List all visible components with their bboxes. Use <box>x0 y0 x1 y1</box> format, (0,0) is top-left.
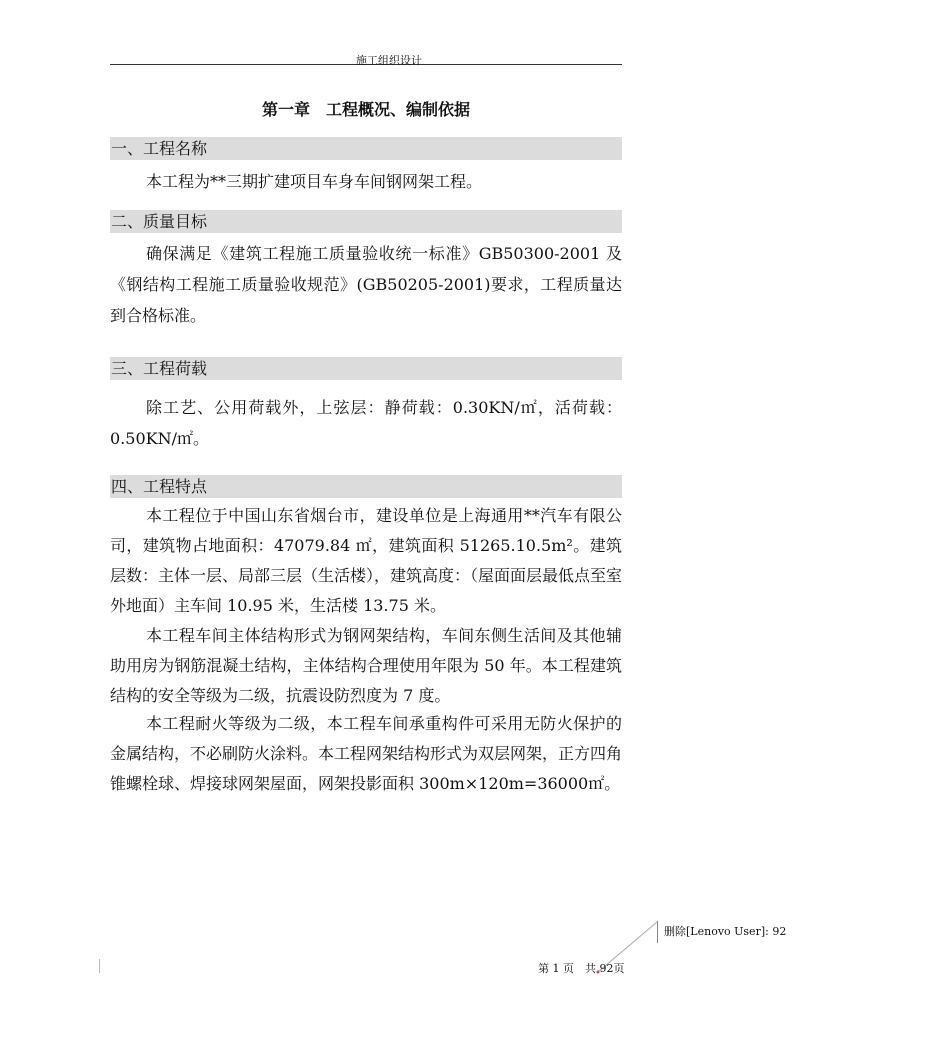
paragraph: 本工程位于中国山东省烟台市，建设单位是上海通用**汽车有限公司，建筑物占地面积：47079.84 ㎡，建筑面积 51265.10.5m²。建筑层数：主体一层、局部三层（生活楼），建筑高度：（屋面面层最低点至室外地面）主车间 10.95 米，生活楼 13.75 米。 <box>110 506 623 615</box>
paragraph: 本工程耐火等级为二级，本工程车间承重构件可采用无防火保护的金属结构，不必刷防火涂料。本工程网架结构形式为双层网架，正方四角锥螺栓球、焊接球网架屋面，网架投影面积 300m×120m=36000㎡。 <box>110 714 623 793</box>
section-heading-quality-target: 二、质量目标 <box>110 210 622 233</box>
section-heading-load: 三、工程荷载 <box>110 357 622 380</box>
paragraph: 本工程车间主体结构形式为钢网架结构，车间东侧生活间及其他辅助用房为钢筋混凝土结构，主体结构合理使用年限为 50 年。本工程建筑结构的安全等级为二级，抗震设防烈度为 7 度。 <box>110 626 622 705</box>
comment-text: 删除[Lenovo User]: 92 <box>664 925 787 938</box>
running-header: 施工组织设计 <box>356 54 422 67</box>
paragraph: 本工程为**三期扩建项目车身车间钢网架工程。 <box>146 172 483 191</box>
margin-marker <box>99 959 100 973</box>
paragraph: 除工艺、公用荷载外，上弦层：静荷载：0.30KN/㎡，活荷载：0.50KN/㎡。 <box>110 398 622 448</box>
section-heading-project-name: 一、工程名称 <box>110 137 622 160</box>
revision-comment[interactable] <box>657 921 786 943</box>
paragraph: 确保满足《建筑工程施工质量验收统一标准》GB50300-2001 及《钢结构工程施工质量验收规范》(GB50205-2001)要求，工程质量达到合格标准。 <box>110 244 622 325</box>
page-footer: 第 1 页 共 92页 <box>538 962 625 975</box>
chapter-title: 第一章 工程概况、编制依据 <box>261 100 470 119</box>
section-heading-features: 四、工程特点 <box>110 475 622 498</box>
